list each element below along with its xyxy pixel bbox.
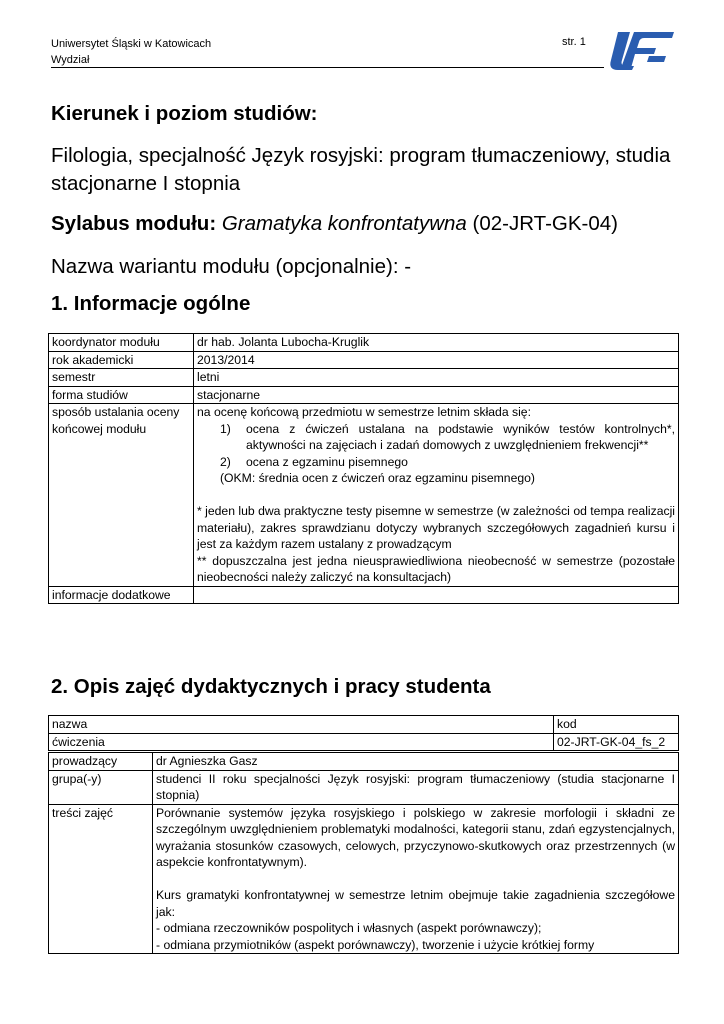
row-label: semestr (49, 369, 194, 387)
class-name: ćwiczenia (49, 733, 554, 751)
university-name: Uniwersytet Śląski w Katowicach (51, 38, 212, 50)
row-value: stacjonarne (194, 386, 679, 404)
content-paragraph-2: Kurs gramatyki konfrontatywnej w semestrze letnim obejmuje takie zagadnienia szczegółowe jak: (156, 888, 675, 919)
field-of-study: Filologia, specjalność Język rosyjski: program tłumaczeniowy, studia stacjonarne I stopnia (51, 144, 671, 195)
general-info-table (48, 333, 679, 604)
content-paragraph-1: Porównanie systemów języka rosyjskiego i polskiego w zakresie morfologii i składni ze szczególnym uwzględnieniem problematyki modalności, kategorii stanu, zdań egzystencjalnych, wyrażania stosunków czasowych, celowych, przyczynowo-skutkowych oraz przestrzennych (w aspekcie konfrontatywnym). (156, 805, 675, 869)
list-number: 1) (220, 421, 231, 436)
list-item: - odmiana rzeczowników pospolitych i własnych (aspekt porównawczy); (156, 921, 542, 935)
row-value: dr Agnieszka Gasz (153, 753, 679, 771)
syllabus-label: Sylabus modułu: (51, 212, 217, 235)
table-row (49, 716, 679, 734)
row-value (194, 586, 679, 604)
class-code: 02-JRT-GK-04_fs_2 (554, 733, 679, 751)
page-header-left (51, 36, 211, 68)
table-row (49, 804, 679, 954)
syllabus-code: (02-JRT-GK-04) (472, 212, 618, 235)
table-row (49, 586, 679, 604)
table-row (49, 733, 679, 751)
row-label: informacje dodatkowe (49, 586, 194, 604)
list-item: - odmiana przymiotników (aspekt porównawczy), tworzenie i użycie krótkiej formy (156, 937, 595, 952)
footnote-2: ** dopuszczalna jest jedna nieusprawiedliwiona nieobecność w semestrze (pozostałe nieobecności należy zaliczyć na konsultacjach) (197, 553, 675, 584)
table-row (49, 334, 679, 352)
classes-detail-table (48, 752, 679, 954)
name-header: nazwa (49, 716, 554, 734)
list-text: ocena z egzaminu pisemnego (246, 454, 408, 469)
unit-name: Wydział (51, 54, 90, 66)
content-description (153, 804, 679, 954)
section-1-heading: 1. Informacje ogólne (51, 292, 251, 315)
table-row (49, 369, 679, 387)
table-row (49, 404, 679, 587)
code-header: kod (554, 716, 679, 734)
page-number: str. 1 (562, 36, 586, 48)
row-value: dr hab. Jolanta Lubocha-Kruglik (194, 334, 679, 352)
grading-intro: na ocenę końcową przedmiotu w semestrze letnim składa się: (197, 405, 531, 419)
list-number: 2) (220, 454, 231, 469)
study-level-heading: Kierunek i poziom studiów: (51, 102, 318, 125)
row-label: prowadzący (49, 753, 153, 771)
row-value: 2013/2014 (194, 351, 679, 369)
row-label: treści zajęć (49, 804, 153, 954)
table-row (49, 753, 679, 771)
table-row (49, 351, 679, 369)
row-label: forma studiów (49, 386, 194, 404)
section-2-heading: 2. Opis zajęć dydaktycznych i pracy studenta (51, 675, 491, 698)
variant-name: Nazwa wariantu modułu (opcjonalnie): - (51, 255, 412, 278)
row-value: studenci II roku specjalności Język rosyjski: program tłumaczeniowy (studia stacjonarne I stopnia) (153, 770, 679, 804)
header-divider (51, 67, 604, 68)
row-label: rok akademicki (49, 351, 194, 369)
row-label: sposób ustalania oceny końcowej modułu (49, 404, 194, 587)
okm-note: (OKM: średnia ocen z ćwiczeń oraz egzaminu pisemnego) (220, 471, 535, 485)
table-row (49, 386, 679, 404)
table-row (49, 770, 679, 804)
list-item (220, 421, 675, 454)
grading-list (197, 421, 675, 487)
grading-description (194, 404, 679, 587)
list-item (220, 454, 675, 471)
syllabus-name: Gramatyka konfrontatywna (221, 212, 467, 235)
footnote-1: * jeden lub dwa praktyczne testy pisemne w semestrze (w zależności od tempa realizacji materiału), zakres sprawdzianu dotyczy wybranych szczegółowych zagadnień kursu i jest za każdym razem ustalany z prowadzącym (197, 504, 675, 551)
row-value: letni (194, 369, 679, 387)
row-label: koordynator modułu (49, 334, 194, 352)
list-text: ocena z ćwiczeń ustalana na podstawie wyników testów kontrolnych*, aktywności na zajęciach i zadań domowych z uwzględnieniem frekwencji** (246, 421, 675, 452)
syllabus-title (51, 210, 618, 238)
row-label: grupa(-y) (49, 770, 153, 804)
classes-header-table (48, 715, 679, 751)
university-logo-icon (604, 30, 674, 70)
